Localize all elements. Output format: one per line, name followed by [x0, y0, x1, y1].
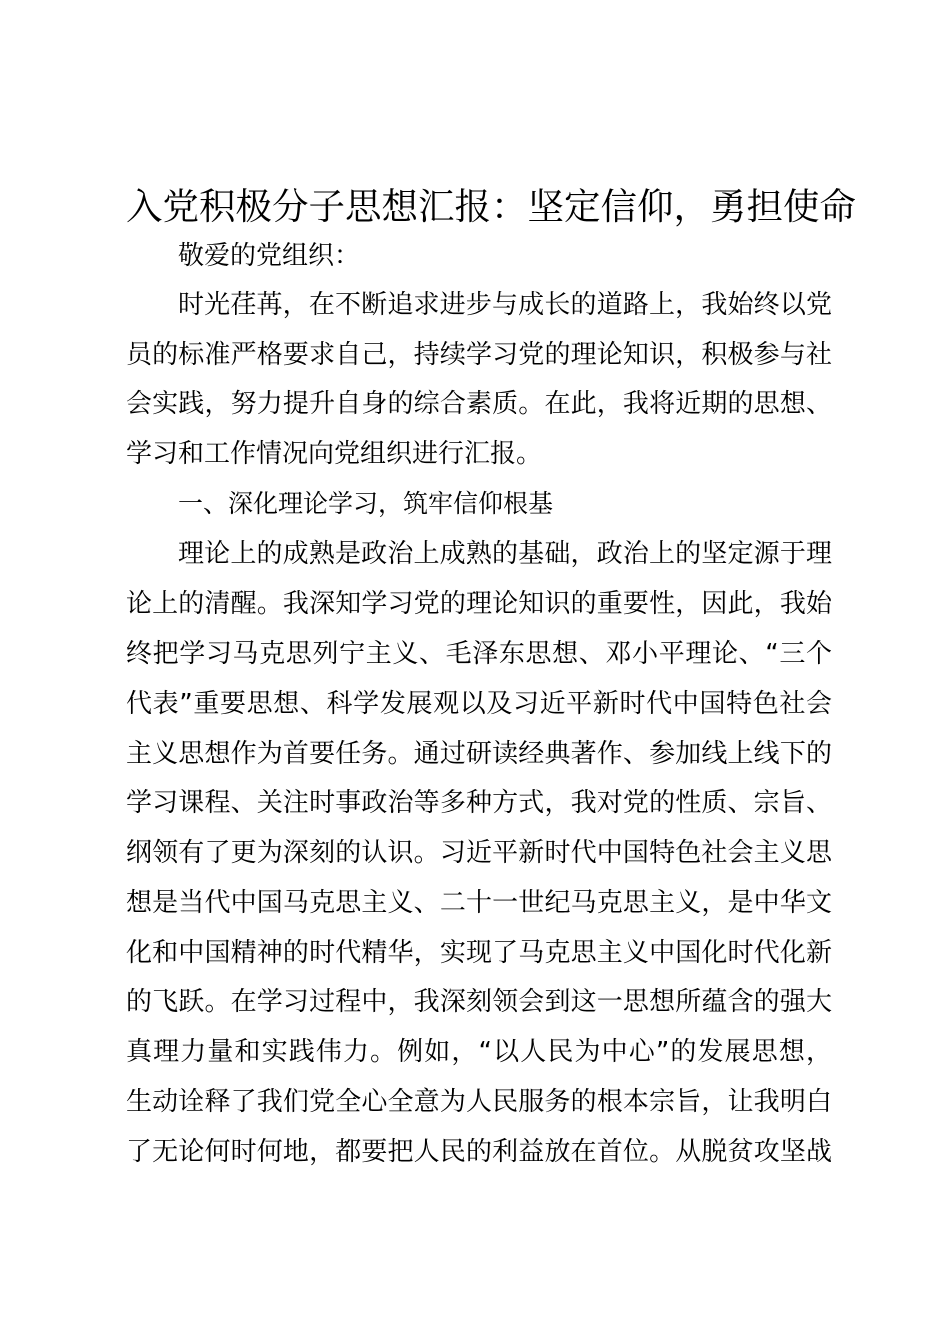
paragraph-line: 了无论何时何地，都要把人民的利益放在首位。从脱贫攻坚战: [126, 1137, 832, 1167]
paragraph-line: 生动诠释了我们党全心全意为人民服务的根本宗旨，让我明白: [126, 1087, 832, 1117]
paragraph-line: 想是当代中国马克思主义、二十一世纪马克思主义，是中华文: [126, 888, 832, 918]
paragraph-line: 化和中国精神的时代精华，实现了马克思主义中国化时代化新: [126, 938, 832, 968]
paragraph-line: 纲领有了更为深刻的认识。习近平新时代中国特色社会主义思: [126, 838, 832, 868]
document-title: 入党积极分子思想汇报：坚定信仰，勇担使命: [126, 185, 856, 228]
paragraph-line: 学习和工作情况向党组织进行汇报。: [126, 439, 543, 469]
paragraph-line: 论上的清醒。我深知学习党的理论知识的重要性，因此，我始: [126, 589, 832, 619]
paragraph-line: 时光荏苒，在不断追求进步与成长的道路上，我始终以党: [178, 290, 832, 320]
paragraph-line: 的飞跃。在学习过程中，我深刻领会到这一思想所蕴含的强大: [126, 987, 832, 1017]
paragraph-line: 真理力量和实践伟力。例如，“以人民为中心”的发展思想，: [126, 1037, 832, 1067]
paragraph-line: 会实践，努力提升自身的综合素质。在此，我将近期的思想、: [126, 389, 832, 419]
paragraph-line: 理论上的成熟是政治上成熟的基础，政治上的坚定源于理: [178, 539, 832, 569]
paragraph-line: 代表”重要思想、科学发展观以及习近平新时代中国特色社会: [126, 689, 832, 719]
paragraph-line: 主义思想作为首要任务。通过研读经典著作、参加线上线下的: [126, 739, 832, 769]
section-heading: 一、深化理论学习，筑牢信仰根基: [178, 489, 554, 518]
salutation: 敬爱的党组织：: [178, 241, 361, 271]
paragraph-line: 员的标准严格要求自己，持续学习党的理论知识，积极参与社: [126, 340, 832, 370]
paragraph-line: 终把学习马克思列宁主义、毛泽东思想、邓小平理论、“三个: [126, 639, 832, 669]
paragraph-line: 学习课程、关注时事政治等多种方式，我对党的性质、宗旨、: [126, 788, 832, 818]
